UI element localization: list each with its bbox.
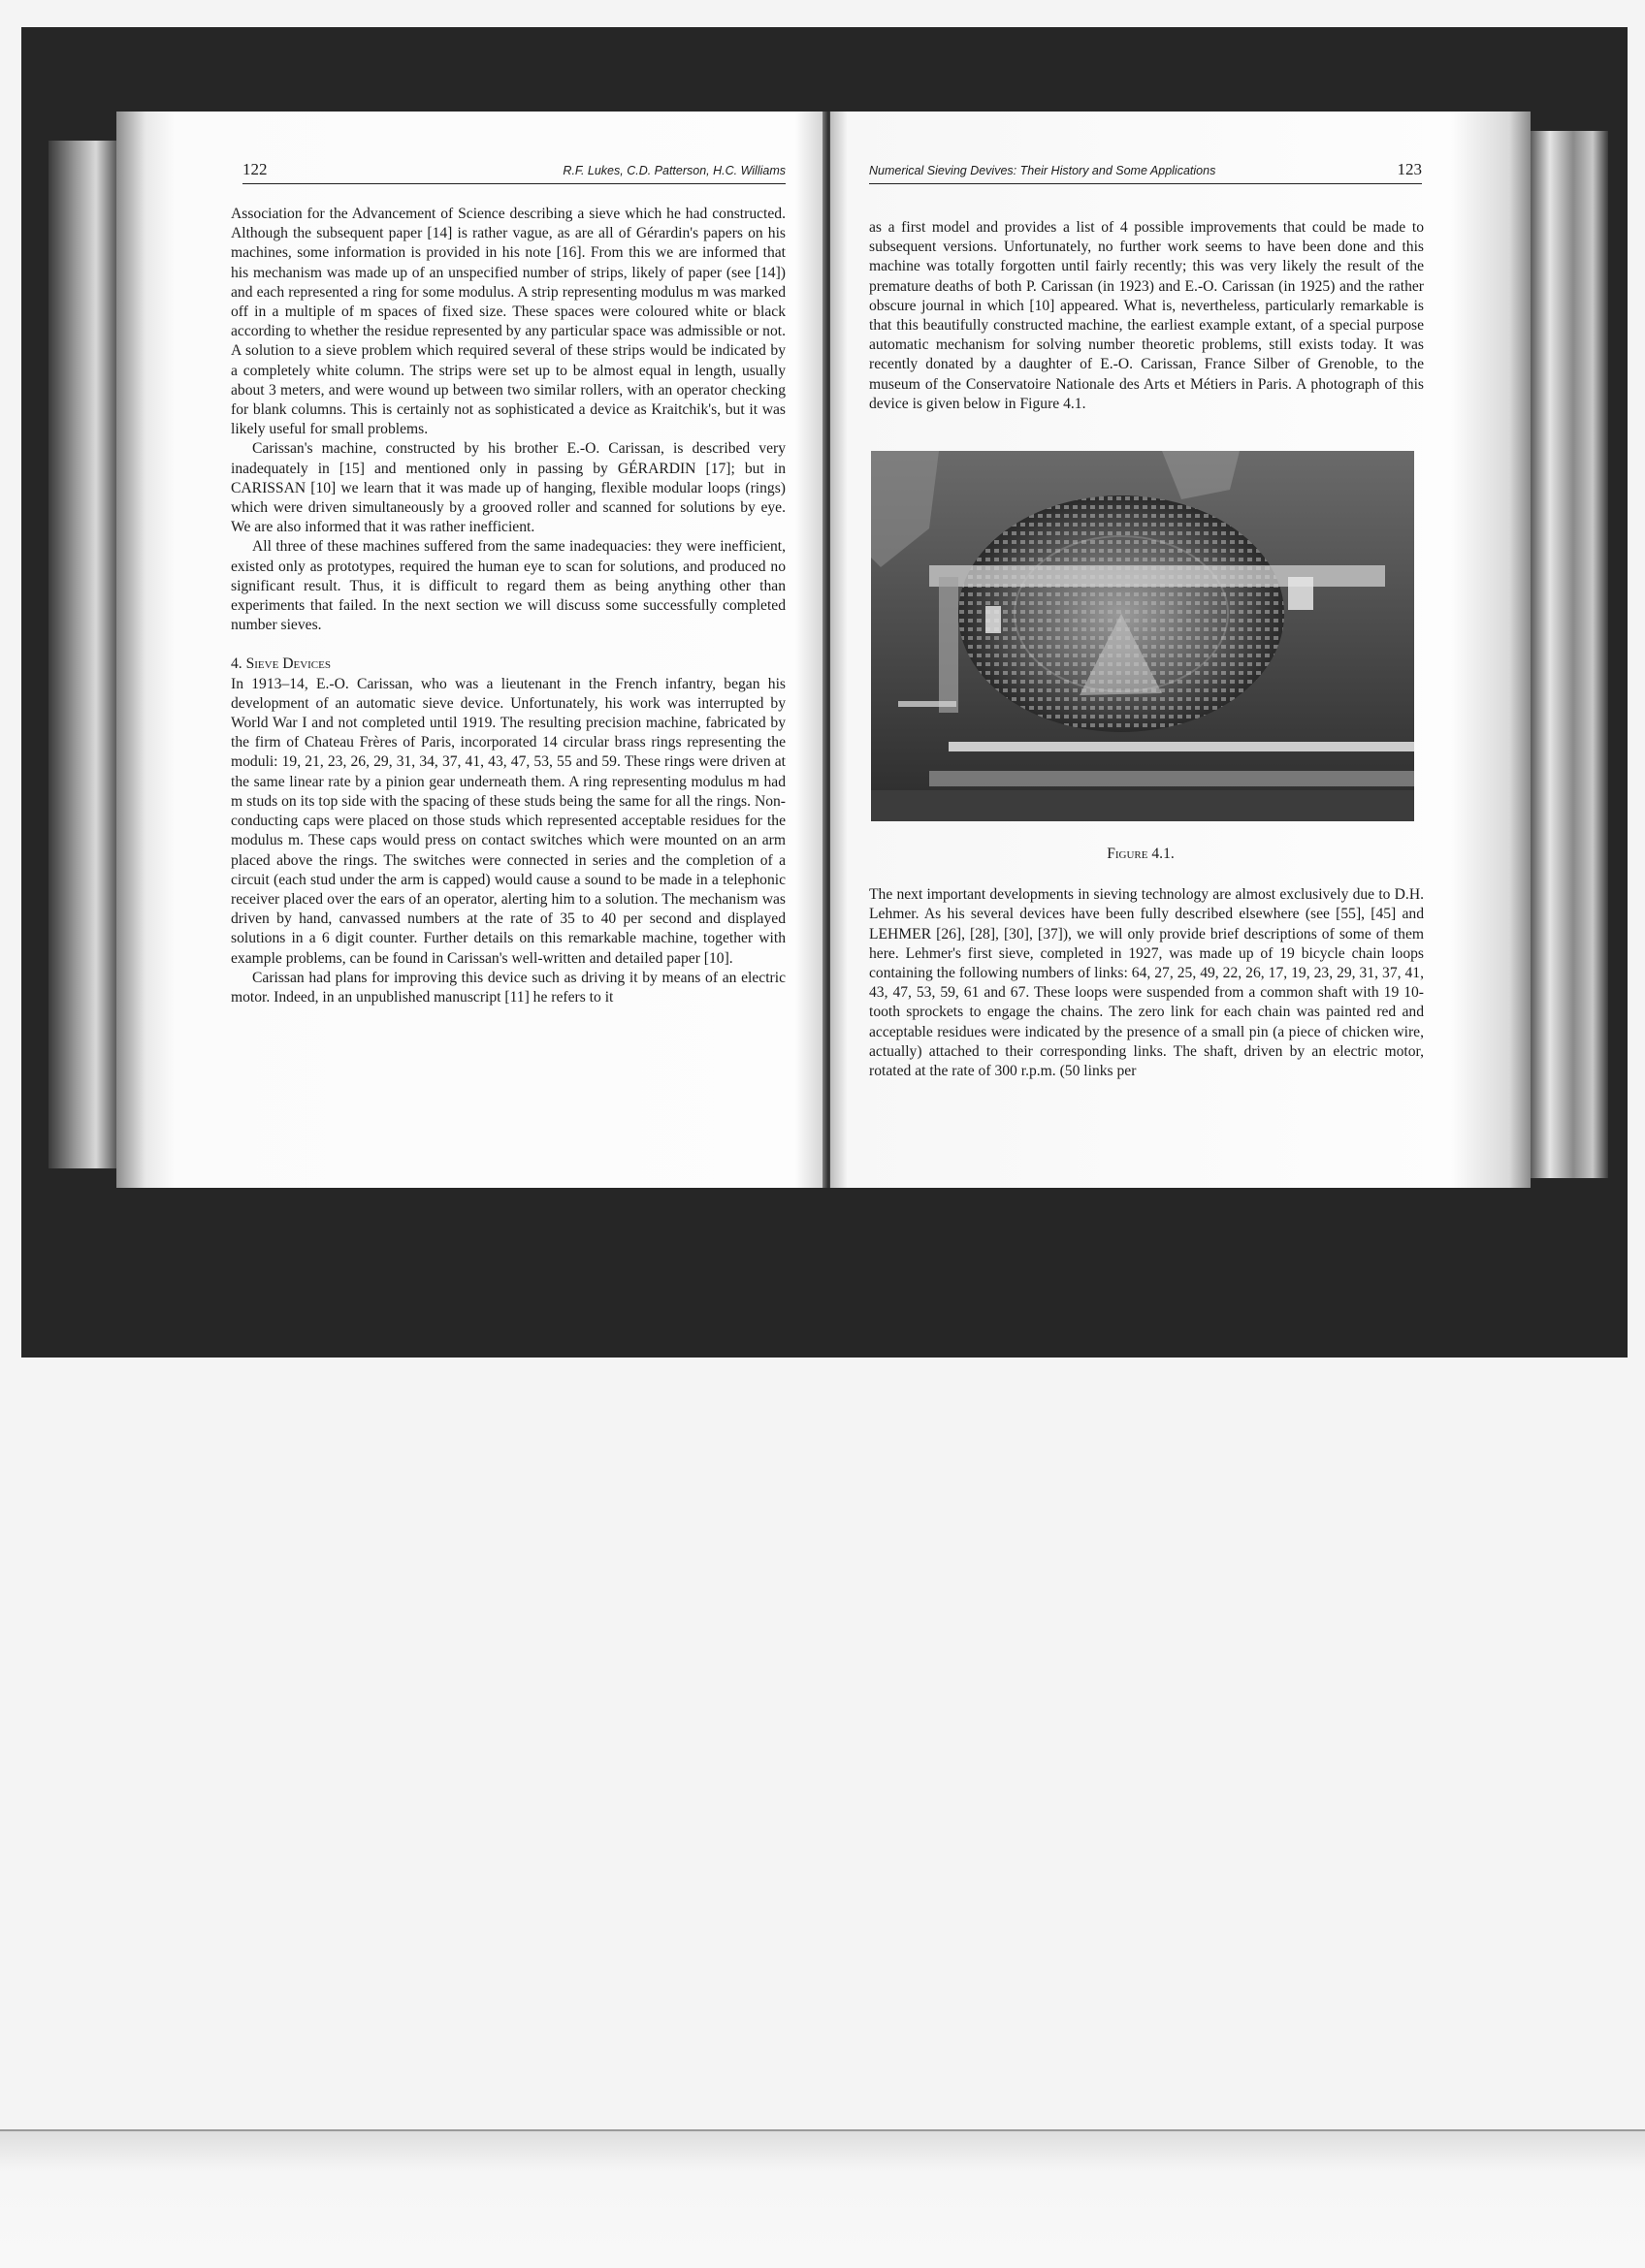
right-running-head (869, 158, 1422, 184)
figure-caption: Figure 4.1. (1107, 846, 1175, 863)
sieve-machine-photo (871, 451, 1414, 821)
paragraph: All three of these machines suffered from the same inadequacies: they were inefficient, existed only as prototypes, required the human eye to scan for solutions, and produced no significant result. Thus, it is difficult to regard them as being anything other than experiments that failed. In the next section we will discuss some successfully completed number sieves. (231, 538, 786, 634)
paragraph: Carissan's machine, constructed by his brother E.-O. Carissan, is described very inadequately in [15] and mentioned only in passing by GÉRARDIN [17]; but in CARISSAN [10] we learn that it was made up of hanging, flexible modular loops (rings) which were driven simultaneously by a grooved roller and scanned for solutions by eye. We are also informed that it was rather inefficient. (231, 440, 786, 536)
paragraph: as a first model and provides a list of 4 possible improvements that could be made to subsequent versions. Unfortunately, no further work seems to have been done and this machine was totally forgotten until fairly recently; this was very likely the result of the premature deaths of both P. Carissan (in 1923) and E.-O. Carissan (in 1925) and the rather obscure journal in which [10] appeared. What is, nevertheless, particularly remarkable is that this beautifully constructed machine, the earliest example extant, of a special purpose automatic mechanism for solving number theoretic problems, still exists today. It was recently donated by a daughter of E.-O. Carissan, France Silber of Grenoble, to the museum of the Conservatoire Nationale des Arts et Métiers in Paris. A photograph of this device is given below in Figure 4.1. (869, 219, 1424, 412)
left-page (116, 112, 826, 1188)
paragraph: Association for the Advancement of Science describing a sieve which he had constructed. Although the subsequent paper [14] is rather vague, as are all of Gérardin's papers on his machines, some information is provided in his note [16]. From this we are informed that his mechanism was made up of an unspecified number of strips, likely of paper (see [14]) and each represented a ring for some modulus. A strip representing modulus m was marked off in a multiple of m spaces of fixed size. These spaces were coloured white or black according to whether the residue represented by any particular space was admissible or not. A solution to a sieve problem which required several of these strips would be indicated by a completely white column. The strips were set up to be almost equal in length, usually about 3 meters, and were wound up between two similar rollers, with an operator checking for blank columns. This is certainly not as sophisticated a device as Kraitchik's, but it was likely useful for small problems. (231, 206, 786, 438)
left-running-head (242, 158, 786, 184)
right-page-number: 123 (1397, 160, 1422, 178)
book-spread (116, 112, 1531, 1188)
right-running-title: Numerical Sieving Devives: Their History and Some Applications (869, 164, 1216, 177)
scanner-bottom-margin (0, 2131, 1645, 2268)
paragraph: In 1913–14, E.-O. Carissan, who was a lieutenant in the French infantry, began his development of an automatic sieve device. Unfortunately, his work was interrupted by World War I and not completed until 1919. The resulting precision machine, fabricated by the firm of Chateau Frères of Paris, incorporated 14 circular brass rings representing the moduli: 19, 21, 23, 26, 29, 31, 34, 37, 41, 43, 47, 53, 55 and 59. These rings were driven at the same linear rate by a pinion gear underneath them. A ring representing modulus m had m studs on its top side with the spacing of these studs being the same for all the rings. Non-conducting caps were placed on those studs which represented acceptable residues for the modulus m. These caps would press on contact switches which were mounted on an arm placed above the rings. The switches were connected in series and the completion of a circuit (each stud under the arm is capped) would cause a sound to be made in a telephonic receiver placed over the ears of an operator, alerting him to a solution. The mechanism was driven by hand, canvassed numbers at the rate of 35 to 40 per second and displayed solutions in a 6 digit counter. Further details on this remarkable machine, together with example problems, can be found in Carissan's well-written and detailed paper [10]. (231, 675, 786, 967)
left-page-edges (48, 141, 116, 1168)
left-running-title: R.F. Lukes, C.D. Patterson, H.C. Williams (563, 164, 786, 177)
section-heading: 4. Sieve Devices (231, 655, 331, 673)
paragraph: The next important developments in sieving technology are almost exclusively due to D.H. Lehmer. As his several devices have been fully described elsewhere (see [55], [45] and LEHMER [26], [28], [30], [37]), we will only provide brief descriptions of some of them here. Lehmer's first sieve, completed in 1927, was made up of 19 bicycle chain loops containing the following numbers of links: 64, 27, 25, 49, 22, 26, 17, 19, 23, 29, 31, 37, 41, 43, 47, 53, 59, 61 and 67. These loops were suspended from a common shaft with 19 10-tooth sprockets to engage the chains. The zero link for each chain was painted red and acceptable residues were indicated by the presence of a small pin (a piece of chicken wire, actually) attached to their corresponding links. The shaft, driven by an electric motor, rotated at the rate of 300 r.p.m. (50 links per (869, 886, 1424, 1080)
left-page-number: 122 (242, 160, 268, 178)
left-text-column (231, 205, 786, 1007)
figure-photograph (871, 451, 1414, 821)
right-text-column (869, 218, 1424, 1081)
paragraph: Carissan had plans for improving this device such as driving it by means of an electric motor. Indeed, in an unpublished manuscript [11] he refers to it (231, 969, 786, 1006)
right-page (830, 112, 1531, 1188)
right-page-edges (1531, 131, 1608, 1178)
